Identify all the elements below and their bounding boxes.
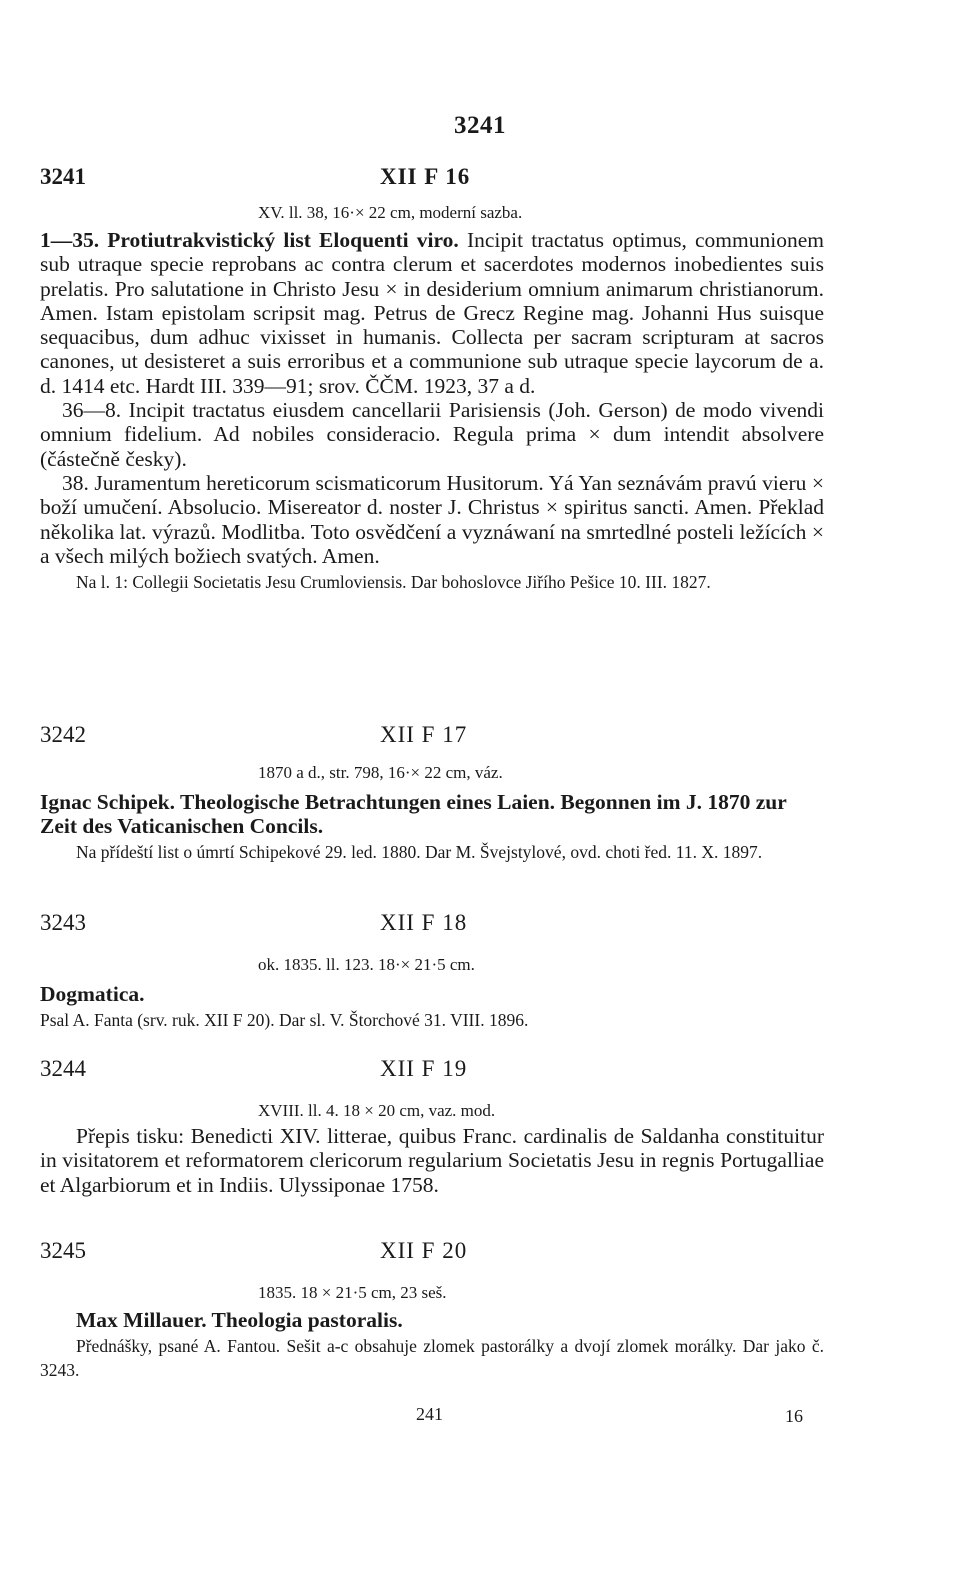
entry-heading xyxy=(40,164,824,198)
entry-provenance-note: Psal A. Fanta (srv. ruk. XII F 20). Dar sl. V. Štorchové 31. VIII. 1896. xyxy=(40,1010,529,1030)
entry-heading xyxy=(40,722,824,756)
entry-provenance-note: Na přídeští list o úmrtí Schipekové 29. led. 1880. Dar M. Švejstylové, ovd. choti řed. 11. X. 1897. xyxy=(76,842,763,862)
catalog-entry-3244 xyxy=(40,1056,824,1197)
entry-paragraph-lead: 1—35. Protiutrakvistický list Eloquenti viro. xyxy=(40,228,459,252)
entry-signature: XII F 18 xyxy=(380,910,468,935)
entry-number: 3243 xyxy=(40,910,86,935)
entry-signature: XII F 19 xyxy=(380,1056,468,1081)
catalog-entry-3242 xyxy=(40,722,824,864)
entry-signature: XII F 16 xyxy=(380,164,471,189)
entry-provenance-note: Na l. 1: Collegii Societatis Jesu Crumloviensis. Dar bohoslovce Jiřího Pešice 10. III. 1827. xyxy=(76,572,711,593)
footer-page-number: 241 xyxy=(416,1404,443,1424)
page-header-number: 3241 xyxy=(454,112,506,139)
catalog-entry-3241 xyxy=(40,164,824,594)
catalog-entry-3245 xyxy=(40,1238,824,1382)
entry-physical-description: XV. ll. 38, 16·× 22 cm, moderní sazba. xyxy=(258,203,523,222)
entry-heading xyxy=(40,1056,824,1090)
entry-paragraph xyxy=(40,228,824,398)
entry-heading xyxy=(40,1238,824,1272)
entry-title: Ignac Schipek. Theologische Betrachtungen eines Laien. Begonnen im J. 1870 zur Zeit des Vaticanischen Concils. xyxy=(40,790,787,838)
entry-physical-description: XVIII. ll. 4. 18 × 20 cm, vaz. mod. xyxy=(258,1101,496,1120)
entry-paragraph-text: Incipit tractatus optimus, communionem sub utraque specie reprobans ac contra clerum et sacerdotes modernos inobedientes suis prelatis. Pro salutatione in Christo Jesu × in desiderium omnium animarum christianorum. Amen. Istam epistolam scripsit mag. Petrus de Grecz Regine mag. Johanni Hus suisque sequacibus, dum adhuc vixisset in humanis. Collecta per sacram scripturam at sacros canones, ut desisteret a suis erroribus et a communione sub utraque specie laycorum de a. d. 1414 etc. Hardt III. 339—91; srov. ČČM. 1923, 37 a d. xyxy=(40,228,824,398)
footer-sheet-number: 16 xyxy=(785,1406,803,1426)
entry-physical-description: 1835. 18 × 21·5 cm, 23 seš. xyxy=(258,1283,447,1302)
entry-body: Přepis tisku: Benedicti XIV. litterae, quibus Franc. cardinalis de Saldanha constituitur in visitatorem et reformatorem clericorum regularium Societatis Jesu in regnis Portugalliae et Algarbiorum et in Indiis. Ulyssiponae 1758. xyxy=(40,1124,824,1197)
entry-signature: XII F 20 xyxy=(380,1238,468,1263)
entry-title: Max Millauer. Theologia pastoralis. xyxy=(76,1308,403,1332)
entry-number: 3245 xyxy=(40,1238,86,1263)
entry-paragraph: 38. Juramentum hereticorum scismaticorum Husitorum. Yá Yan seznávám pravú vieru × boží umučení. Absolucio. Misereator d. noster J. Christus × spiritus sancti. Amen. Překlad několika lat. výrazů. Modlitba. Toto osvědčení a vyznáwaní na smrtedlné posteli ležících × a všech milých božiech svatých. Amen. xyxy=(40,470,824,568)
entry-number: 3244 xyxy=(40,1056,86,1081)
entry-paragraph: 36—8. Incipit tractatus eiusdem cancellarii Parisiensis (Joh. Gerson) de modo vivendi omnium fidelium. Ad nobiles consideracio. Regula prima × dum intendit absolvere (částečně česky). xyxy=(40,398,824,471)
entry-body xyxy=(40,228,824,568)
entry-physical-description: 1870 a d., str. 798, 16·× 22 cm, váz. xyxy=(258,763,503,782)
entry-provenance-note: Přednášky, psané A. Fantou. Sešit a-c obsahuje zlomek pastorálky a dvojí zlomek morálky. Dar jako č. 3243. xyxy=(40,1336,824,1380)
entry-title: Dogmatica. xyxy=(40,982,145,1006)
entry-signature: XII F 17 xyxy=(380,722,468,747)
entry-number: 3242 xyxy=(40,722,86,747)
entry-physical-description: ok. 1835. ll. 123. 18·× 21·5 cm. xyxy=(258,955,475,974)
entry-heading xyxy=(40,910,824,944)
catalog-entry-3243 xyxy=(40,910,824,1032)
entry-number: 3241 xyxy=(40,164,86,189)
